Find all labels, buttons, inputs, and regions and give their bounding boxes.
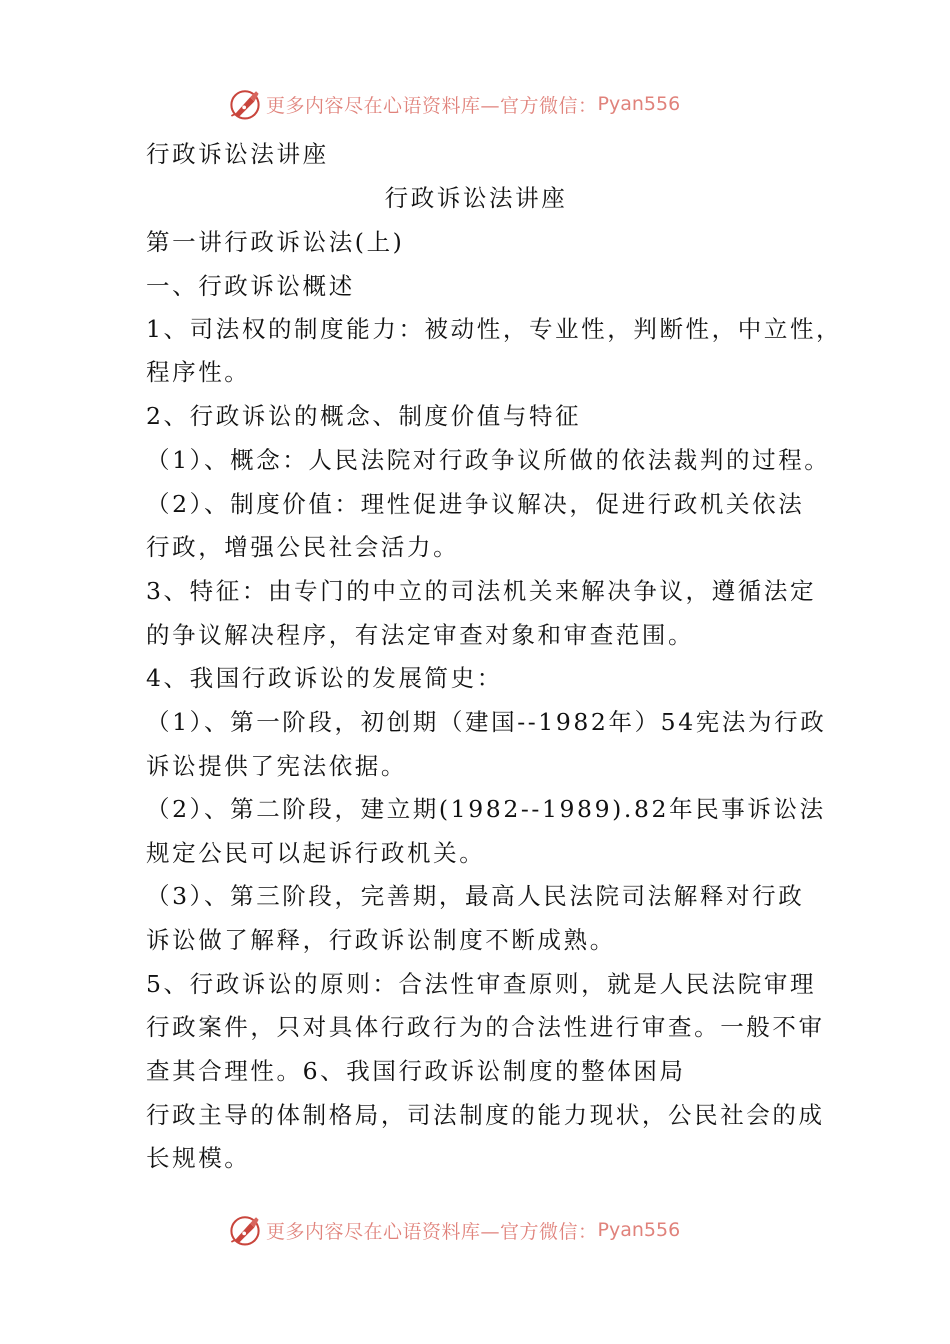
watermark-wechat-id: Pyan556 xyxy=(597,93,681,115)
text-line: （2）、第二阶段，建立期(1982--1989).82年民事诉讼法 xyxy=(146,795,826,823)
text-line: （1）、概念：人民法院对行政争议所做的依法裁判的过程。 xyxy=(146,446,831,474)
pen-nib-logo-icon xyxy=(228,87,262,121)
text-line: 诉讼提供了宪法依据。 xyxy=(146,752,407,780)
watermark-text: 更多内容尽在心语资料库—官方微信： xyxy=(266,1220,598,1243)
text-line: （3）、第三阶段，完善期，最高人民法院司法解释对行政 xyxy=(146,882,805,910)
text-line: 的争议解决程序，有法定审查对象和审查范围。 xyxy=(146,621,695,649)
watermark-header xyxy=(228,84,680,124)
text-line: 规定公民可以起诉行政机关。 xyxy=(146,839,486,867)
text-line: （2）、制度价值：理性促进争议解决，促进行政机关依法 xyxy=(146,490,805,518)
watermark-wechat-id: Pyan556 xyxy=(597,1219,681,1241)
pen-nib-logo-icon xyxy=(228,1213,262,1247)
text-line: 行政主导的体制格局，司法制度的能力现状，公民社会的成 xyxy=(146,1101,825,1129)
text-line: 2、行政诉讼的概念、制度价值与特征 xyxy=(146,402,582,430)
text-line: （1）、第一阶段，初创期（建国--1982年）54宪法为行政 xyxy=(146,708,827,736)
text-line: 程序性。 xyxy=(146,358,251,386)
text-line: 行政，增强公民社会活力。 xyxy=(146,533,460,561)
text-line: 行政案件，只对具体行政行为的合法性进行审查。一般不审 xyxy=(146,1013,825,1041)
text-line: 一、行政诉讼概述 xyxy=(146,272,355,300)
watermark-footer xyxy=(228,1210,680,1250)
watermark-text: 更多内容尽在心语资料库—官方微信： xyxy=(266,94,598,117)
text-line: 5、行政诉讼的原则：合法性审查原则，就是人民法院审理 xyxy=(146,970,817,998)
text-line: 诉讼做了解释，行政诉讼制度不断成熟。 xyxy=(146,926,616,954)
text-line: 1、司法权的制度能力：被动性，专业性，判断性，中立性， xyxy=(146,315,843,343)
text-line: 3、特征：由专门的中立的司法机关来解决争议，遵循法定 xyxy=(146,577,817,605)
text-line: 4、我国行政诉讼的发展简史： xyxy=(146,664,503,692)
header-title: 行政诉讼法讲座 xyxy=(146,140,329,168)
text-line: 查其合理性。6、我国行政诉讼制度的整体困局 xyxy=(146,1057,686,1085)
text-line: 第一讲行政诉讼法(上) xyxy=(146,228,405,256)
center-title: 行政诉讼法讲座 xyxy=(384,184,568,212)
text-line: 长规模。 xyxy=(146,1144,251,1172)
